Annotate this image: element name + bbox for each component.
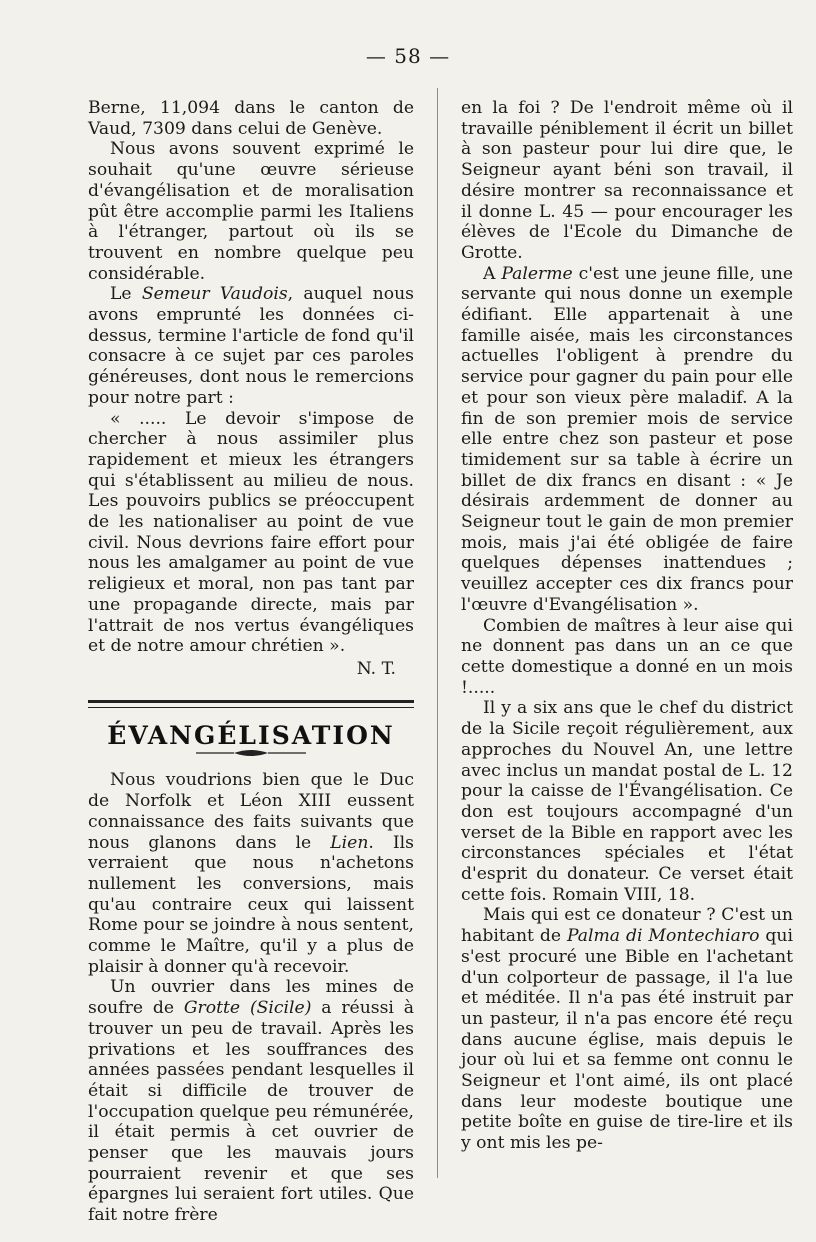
page-number: — 58 — bbox=[365, 44, 451, 68]
text-segment: , auquel nous avons emprunté les données ci-dessus, termine l'article de fond qu'il consacre à ce sujet par ces paroles généreuses, dont nous le remercions pour notre part : bbox=[88, 284, 414, 408]
text-segment: c'est une jeune fille, une servante qui nous donne un exemple édifiant. Elle appartenait à une famille aisée, mais les circonstances actuelles l'obligent à prendre du service pour gagner du pain pour elle et pour son vieux père maladif. A la fin de son premier mois de service elle entre chez son pasteur et pose timidement sur sa table à écrire un billet de dix francs en disant : « Je désirais ardemment de donner au Seigneur tout le gain de mon premier mois, mais j'ai été obligée de faire quelques dépenses inattendues ; veuillez accepter ces dix francs pour l'œuvre d'Evangélisation ». bbox=[461, 263, 793, 615]
text-segment: a réussi à trouver un peu de travail. Après les privations et les souffrances des années passées pendant lesquelles il était si difficile de trouver de l'occupation quelque peu rémunérée, il était permis à cet ouvrier de penser que les mauvais jours pourraient revenir et que ses épargnes lui seraient fort utiles. Que fait notre frère bbox=[88, 998, 415, 1226]
section-rule bbox=[88, 700, 414, 708]
text-segment: Nous voudrions bien que le Duc de Norfolk et Léon XIII eussent connaissance des faits suivants que nous glanons dans le bbox=[88, 770, 414, 853]
left-column bbox=[88, 98, 414, 1226]
ornament-divider bbox=[196, 748, 306, 758]
column-divider bbox=[437, 88, 438, 1178]
place-name: Palma di Montechiaro bbox=[566, 926, 760, 947]
paragraph-district: Il y a six ans que le chef du district de la Sicile reçoit régulièrement, aux approches du Nouvel An, une lettre avec inclus un mandat postal de L. 12 pour la caisse de l'Évangélisation. Ce don est toujours accompagné d'un verset de la Bible en rapport avec les circonstances spéciales et l'état d'esprit du donateur. Ce verset était cette fois. Romain VIII, 18. bbox=[461, 698, 793, 905]
paragraph-wish: Nous avons souvent exprimé le souhait qu'une œuvre sérieuse d'évangélisation et de moralisation pût être accomplie parmi les Italiens à l'étranger, partout où ils se trouvent en nombre quelque peu considérable. bbox=[88, 139, 414, 284]
text-segment: A bbox=[483, 263, 502, 284]
paragraph-statistics: Berne, 11,094 dans le canton de Vaud, 7309 dans celui de Genève. bbox=[88, 98, 414, 139]
text-segment: Un ouvrier dans les mines de soufre de bbox=[88, 977, 414, 1019]
publication-name: Semeur Vaudois bbox=[141, 284, 288, 305]
text-segment: Mais qui est ce donateur ? C'est un habitant de bbox=[461, 905, 793, 947]
block-quote: « ..... Le devoir s'impose de chercher à nous assimiler plus rapidement et mieux les étrangers qui s'établissent au milieu de nous. Les pouvoirs publics se préoccupent de les nationaliser au point de vue civil. Nous devrions faire effort pour nous les amalgamer au point de vue religieux et moral, non pas tant par une propagande directe, mais par l'attrait de nos vertus évangéliques et de notre amour chrétien ». bbox=[88, 408, 414, 657]
place-name: Grotte (Sicile) bbox=[183, 998, 312, 1019]
paragraph-intro bbox=[88, 770, 414, 977]
place-name: Palerme bbox=[501, 263, 573, 284]
right-column bbox=[461, 98, 793, 1154]
author-signature: N. T. bbox=[356, 658, 396, 679]
paragraph-donor bbox=[461, 905, 793, 1153]
paragraph-continuation: en la foi ? De l'endroit même où il travaille péniblement il écrit un billet à son pasteur pour lui dire que, le Seigneur ayant béni son travail, il désire montrer sa reconnaissance et il donne L. 45 — pour encourager les élèves de l'Ecole du Dimanche de Grotte. bbox=[461, 98, 793, 263]
paragraph-worker bbox=[88, 977, 414, 1225]
publication-name: Lien bbox=[330, 832, 369, 853]
paragraph-servant bbox=[461, 264, 793, 616]
paragraph-source bbox=[88, 284, 414, 408]
section-title: ÉVANGÉLISATION bbox=[107, 720, 395, 750]
text-segment: Le bbox=[110, 284, 142, 305]
text-segment: qui s'est procuré une Bible en l'achetant d'un colporteur de passage, il l'a lue et méditée. Il n'a pas été instruit par un pasteur, il n'a pas encore été reçu dans aucune église, mais depuis le jour où lui et sa femme ont connu le Seigneur et l'ont aimé, ils ont placé dans leur modeste boutique une petite boîte en guise de tire-lire et ils y ont mis les pe- bbox=[461, 926, 793, 1154]
text-segment: . Ils verraient que nous n'achetons nullement les conversions, mais qu'au contraire ceux qui laissent Rome pour se joindre à nous sentent, comme le Maître, qu'il y a plus de plaisir à donner qu'à recevoir. bbox=[88, 832, 414, 977]
paragraph-masters: Combien de maîtres à leur aise qui ne donnent pas dans un an ce que cette domestique a donné en un mois !..... bbox=[461, 615, 793, 698]
